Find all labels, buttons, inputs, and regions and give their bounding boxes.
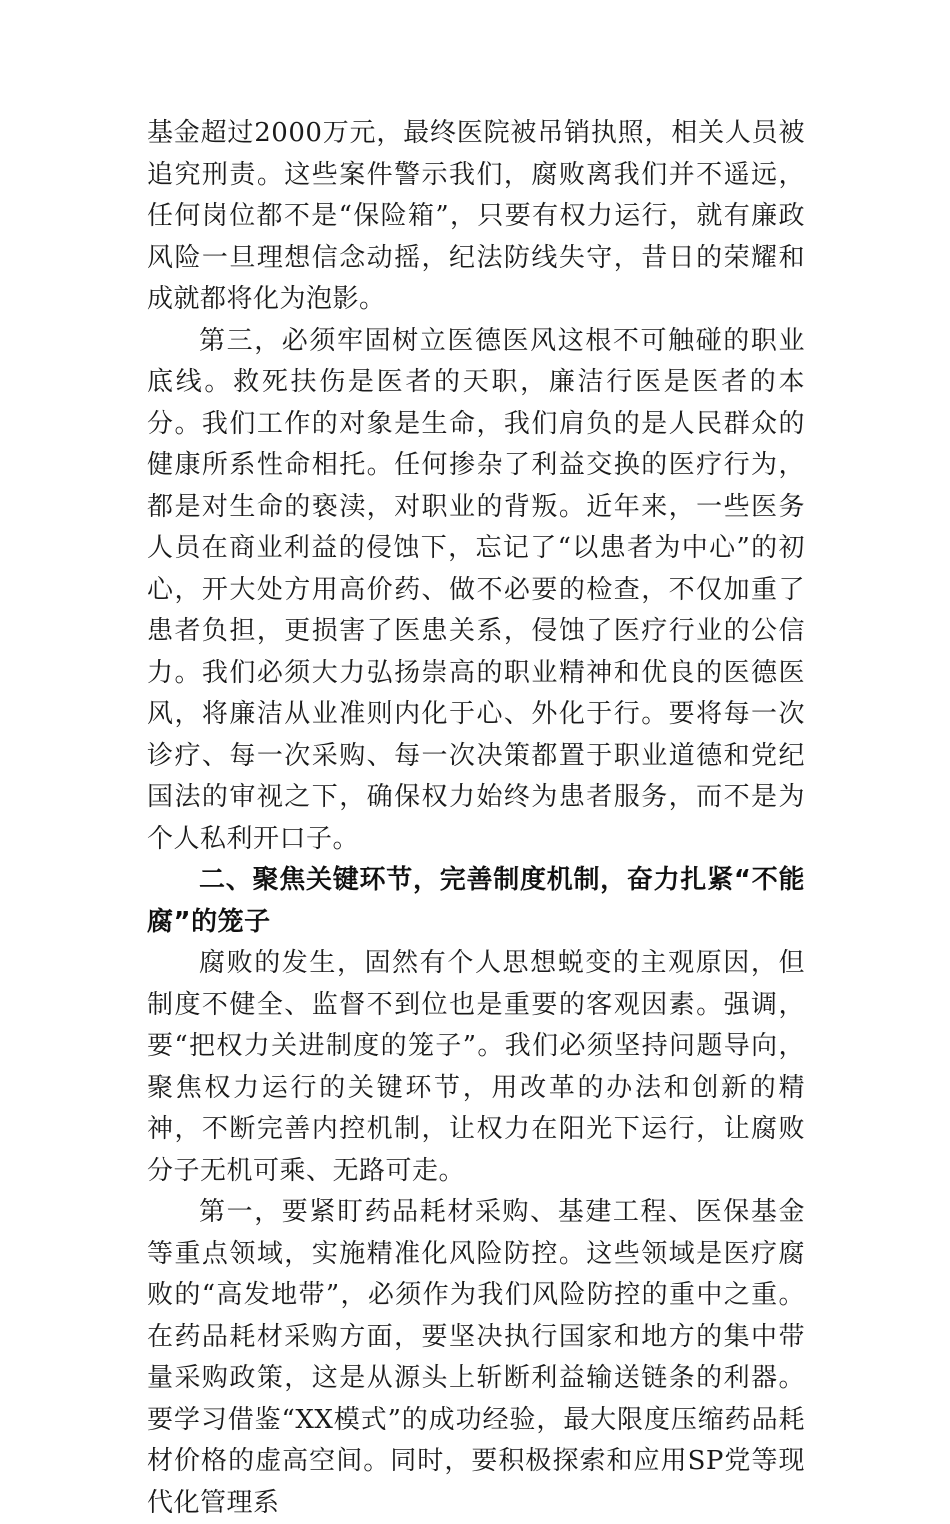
section-heading-two: 二、聚焦关键环节，完善制度机制，奋力扎紧“不能腐”的笼子 — [147, 865, 805, 937]
paragraph-key-areas: 第一，要紧盯药品耗材采购、基建工程、医保基金等重点领域，实施精准化风险防控。这些领域是医疗腐败的“高发地带”，必须作为我们风险防控的重中之重。在药品耗材采购方面，要坚决执行国家和地方的集中带量采购政策，这是从源头上斩断利益输送链条的利器。要学习借鉴“XX模式”的成功经验，最大限度压缩药品耗材价格的虚高空间。同时，要积极探索和应用SP党等现代化管理系 — [147, 1197, 805, 1518]
document-body — [147, 113, 805, 1524]
paragraph-continuation: 基金超过2000万元，最终医院被吊销执照，相关人员被追究刑责。这些案件警示我们，腐败离我们并不遥远，任何岗位都不是“保险箱”，只要有权力运行，就有廉政风险一旦理想信念动摇，纪法防线失守，昔日的荣耀和成就都将化为泡影。 — [147, 118, 805, 314]
paragraph-institutional-causes: 腐败的发生，固然有个人思想蜕变的主观原因，但制度不健全、监督不到位也是重要的客观因素。强调，要“把权力关进制度的笼子”。我们必须坚持问题导向，聚焦权力运行的关键环节，用改革的办法和创新的精神，不断完善内控机制，让权力在阳光下运行，让腐败分子无机可乘、无路可走。 — [147, 948, 805, 1186]
paragraph-medical-ethics: 第三，必须牢固树立医德医风这根不可触碰的职业底线。救死扶伤是医者的天职，廉洁行医是医者的本分。我们工作的对象是生命，我们肩负的是人民群众的健康所系性命相托。任何掺杂了利益交换的医疗行为，都是对生命的亵渎，对职业的背叛。近年来，一些医务人员在商业利益的侵蚀下，忘记了“以患者为中心”的初心，开大处方用高价药、做不必要的检查，不仅加重了患者负担，更损害了医患关系，侵蚀了医疗行业的公信力。我们必须大力弘扬崇高的职业精神和优良的医德医风，将廉洁从业准则内化于心、外化于行。要将每一次诊疗、每一次采购、每一次决策都置于职业道德和党纪国法的审视之下，确保权力始终为患者服务，而不是为个人私利开口子。 — [147, 325, 805, 854]
